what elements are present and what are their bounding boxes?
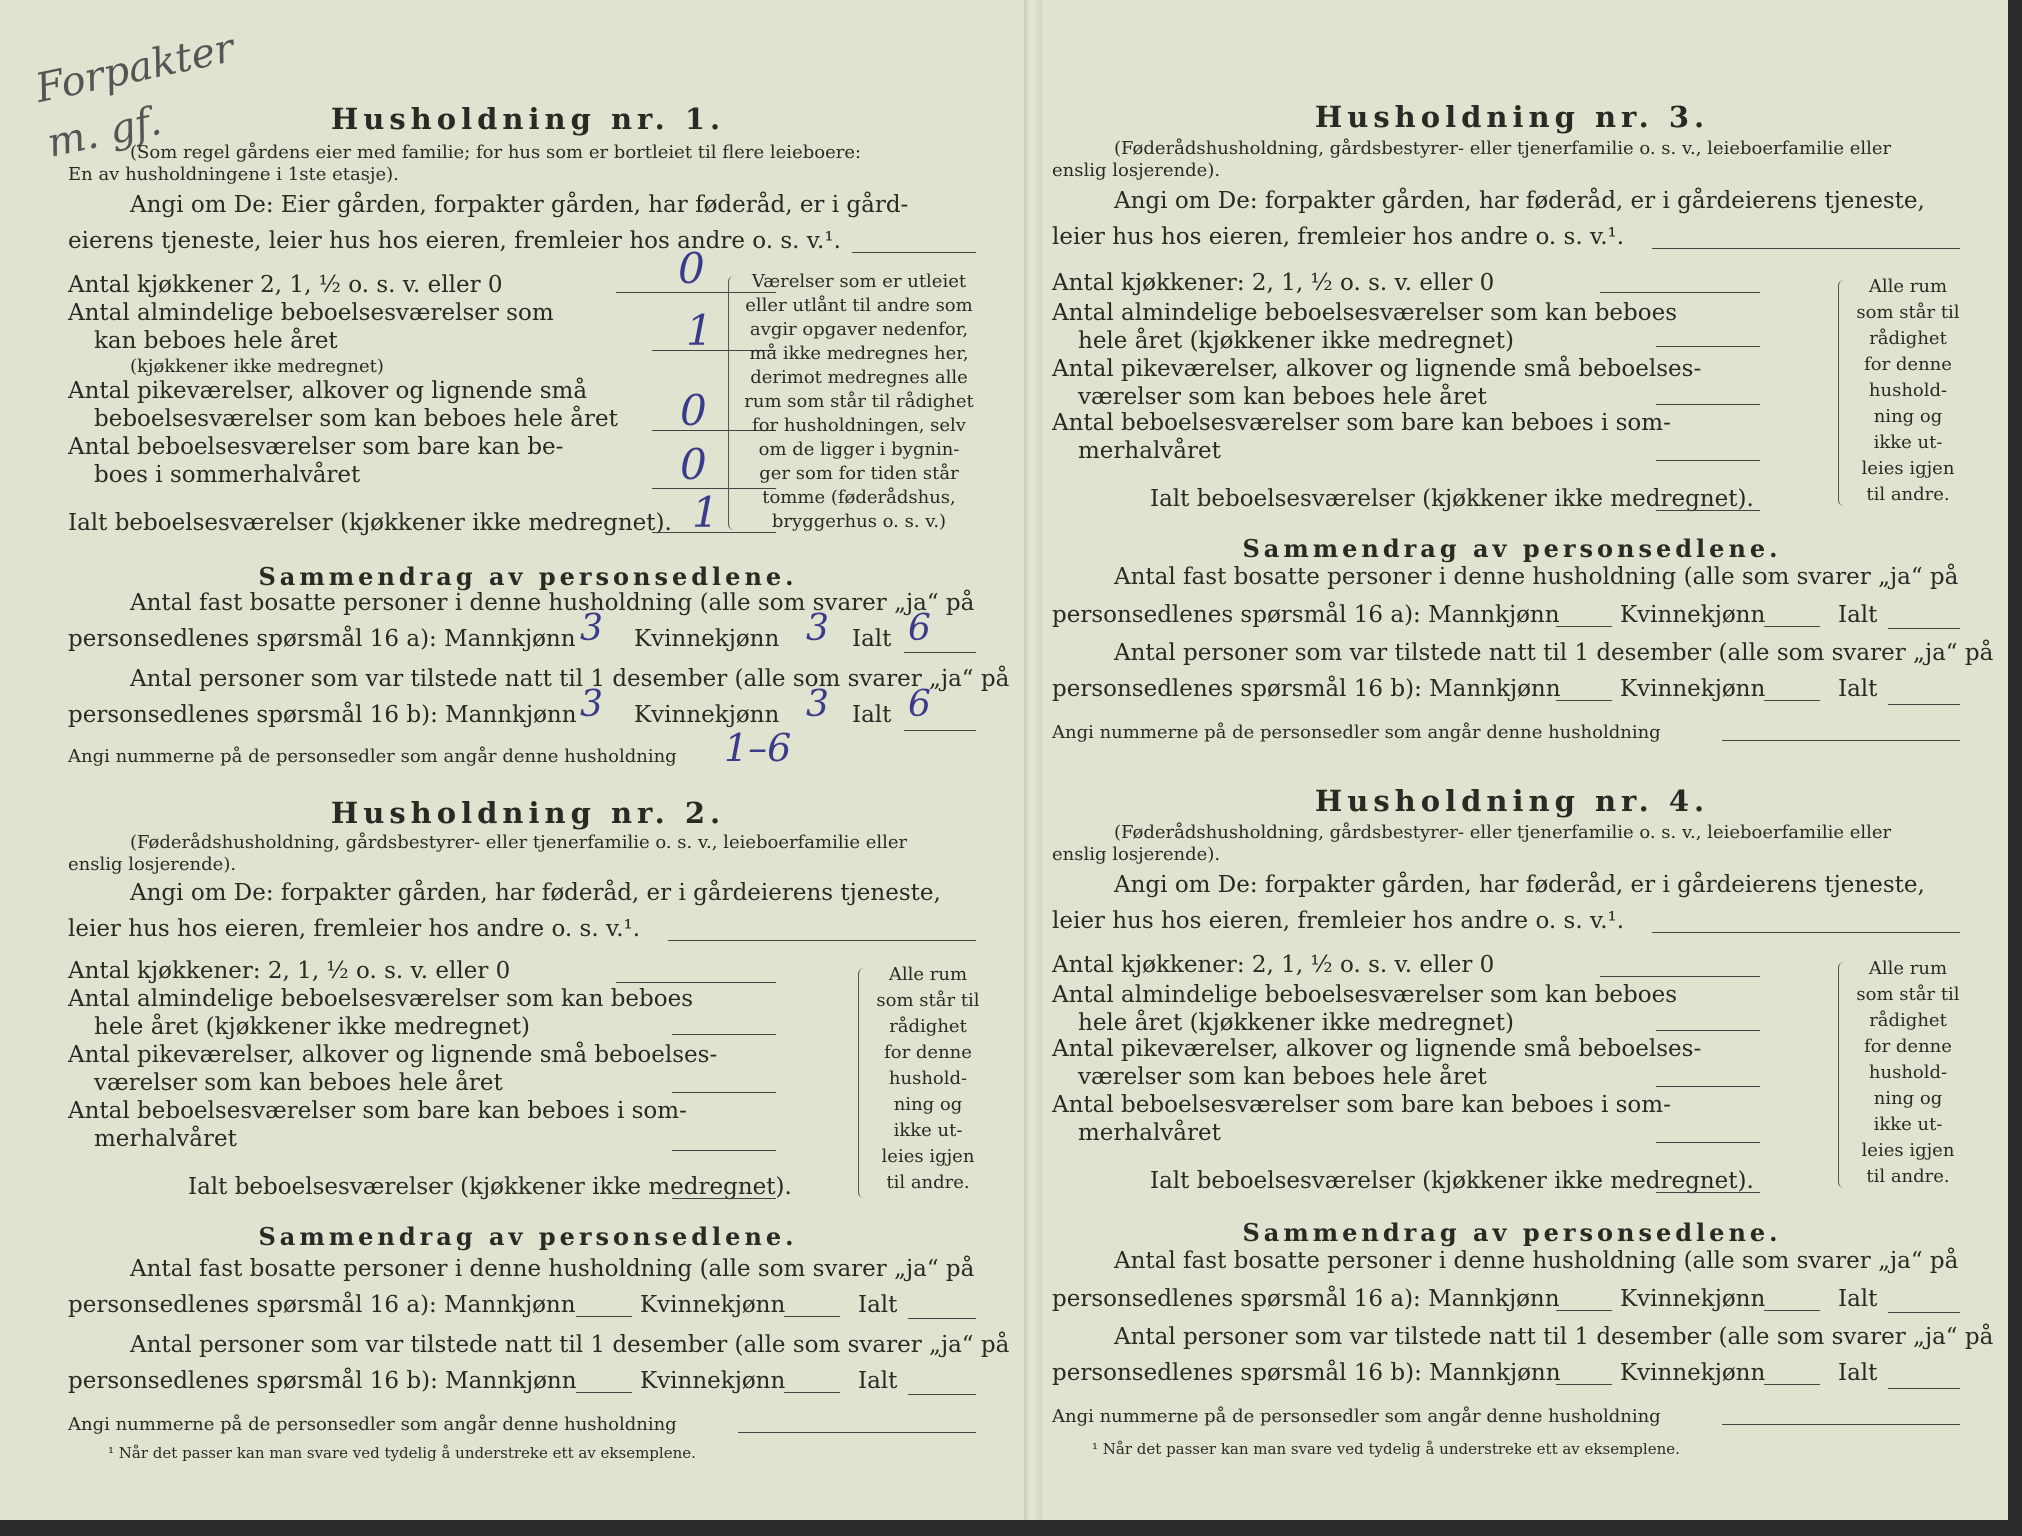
h1-side-note-line: bryggerhus o. s. v.)	[771, 511, 947, 532]
h3-side-note-line: for denne	[1864, 354, 1952, 375]
h3-summary-line-2: personsedlenes spørsmål 16 a): Mannkjønn	[1052, 602, 1560, 628]
h1-numbers-label: Angi nummerne på de personsedler som angår denne husholdning	[68, 746, 677, 767]
h4-footnote: ¹ Når det passer kan man svare ved tydelig å understreke ett av eksemplene.	[1092, 1440, 1680, 1458]
h4-kitchens-label: Antal kjøkkener: 2, 1, ½ o. s. v. eller 0	[1052, 952, 1495, 978]
h4-summary-line-2: personsedlenes spørsmål 16 a): Mannkjønn	[1052, 1286, 1560, 1312]
h1-summary-line-1: Antal fast bosatte personer i denne husholdning (alle som svarer „ja“ på	[130, 590, 975, 616]
h3-summary-line-4: personsedlenes spørsmål 16 b): Mannkjønn	[1052, 676, 1561, 702]
h1-side-note-line: derimot medregnes alle	[750, 367, 968, 388]
h4-side-note	[1848, 956, 1968, 1190]
h1-kitchens-value: 0	[678, 244, 705, 293]
h3-side-note	[1848, 274, 1968, 508]
h1-summer-value: 0	[680, 440, 707, 489]
h4-numbers-label: Angi nummerne på de personsedler som angår denne husholdning	[1052, 1406, 1661, 1427]
h3-summary-title: Sammendrag av personsedlene.	[1242, 534, 1782, 563]
h1-total-16a: 6	[908, 608, 931, 649]
h1-male-16b: 3	[580, 684, 603, 725]
h4-title: Husholdning nr. 4.	[1314, 784, 1710, 818]
h4-side-note-line: ning og	[1873, 1088, 1943, 1109]
h3-small-rooms-label-1: Antal pikeværelser, alkover og lignende små beboelses-	[1052, 356, 1702, 382]
h3-title: Husholdning nr. 3.	[1314, 100, 1710, 134]
h1-rooms-label-2: kan beboes hele året	[94, 328, 338, 354]
h2-summary-line-1: Antal fast bosatte personer i denne husholdning (alle som svarer „ja“ på	[130, 1256, 975, 1282]
h4-small-rooms-label-1: Antal pikeværelser, alkover og lignende små beboelses-	[1052, 1036, 1702, 1062]
h4-side-note-line: rådighet	[1869, 1010, 1947, 1031]
h3-rooms-label-2: hele året (kjøkkener ikke medregnet)	[1078, 328, 1514, 354]
h2-total-label-16b: Ialt	[858, 1368, 898, 1394]
h3-summer-label-1: Antal beboelsesværelser som bare kan beboes i som-	[1052, 410, 1671, 436]
h1-summer-label-2: boes i sommerhalvåret	[94, 462, 361, 488]
h2-small-rooms-label-2: værelser som kan beboes hele året	[94, 1070, 503, 1096]
h4-rooms-label-1: Antal almindelige beboelsesværelser som kan beboes	[1052, 982, 1678, 1008]
h1-male-16a: 3	[580, 608, 603, 649]
h1-note-1: (Som regel gårdens eier med familie; for hus som er bortleiet til flere leieboere:	[130, 142, 862, 163]
h3-total-label-16a: Ialt	[1838, 602, 1878, 628]
h3-rooms-label-1: Antal almindelige beboelsesværelser som kan beboes	[1052, 300, 1678, 326]
h4-total-label-16a: Ialt	[1838, 1286, 1878, 1312]
h4-summer-label-1: Antal beboelsesværelser som bare kan beboes i som-	[1052, 1092, 1671, 1118]
h4-side-note-line: til andre.	[1866, 1166, 1950, 1187]
h1-side-note-line: om de ligger i bygnin-	[758, 439, 960, 460]
h1-total-16b: 6	[908, 684, 931, 725]
h1-rooms-label-1: Antal almindelige beboelsesværelser som	[68, 300, 554, 326]
h3-side-note-line: ikke ut-	[1873, 432, 1943, 453]
h2-summary-title: Sammendrag av personsedlene.	[258, 1222, 798, 1251]
h1-rooms-value: 1	[686, 306, 713, 355]
h1-angi-1: Angi om De: Eier gården, forpakter gården, har føderåd, er i gård-	[130, 192, 909, 218]
h1-side-note-line: eller utlånt til andre som	[745, 295, 973, 316]
h2-side-note-line: Alle rum	[888, 964, 968, 985]
h1-side-note-line: for husholdningen, selv	[752, 415, 966, 436]
h1-total-rooms-value: 1	[692, 488, 719, 537]
h2-side-note-line: leies igjen	[881, 1146, 975, 1167]
h4-side-note-line: som står til	[1856, 984, 1960, 1005]
h3-kitchens-label: Antal kjøkkener: 2, 1, ½ o. s. v. eller 0	[1052, 270, 1495, 296]
h1-female-label-16a: Kvinnekjønn	[634, 626, 780, 652]
h1-summary-line-4: personsedlenes spørsmål 16 b): Mannkjønn	[68, 702, 577, 728]
h4-total-label-16b: Ialt	[1838, 1360, 1878, 1386]
h1-summary-line-3: Antal personer som var tilstede natt til 1 desember (alle som svarer „ja“ på	[130, 666, 1010, 692]
h2-total-rooms-label: Ialt beboelsesværelser (kjøkkener ikke medregnet).	[188, 1174, 792, 1200]
h1-total-label-16a: Ialt	[852, 626, 892, 652]
h1-side-note	[734, 270, 984, 534]
h1-note-2: En av husholdningene i 1ste etasje).	[68, 164, 399, 185]
h3-side-note-line: til andre.	[1866, 484, 1950, 505]
h2-female-label-16b: Kvinnekjønn	[640, 1368, 786, 1394]
h1-rooms-label-3: (kjøkkener ikke medregnet)	[130, 356, 384, 377]
h3-side-note-line: leies igjen	[1861, 458, 1955, 479]
h2-small-rooms-label-1: Antal pikeværelser, alkover og lignende små beboelses-	[68, 1042, 718, 1068]
h2-numbers-label: Angi nummerne på de personsedler som angår denne husholdning	[68, 1414, 677, 1435]
h2-rooms-label-1: Antal almindelige beboelsesværelser som kan beboes	[68, 986, 694, 1012]
h3-female-label-16a: Kvinnekjønn	[1620, 602, 1766, 628]
h4-female-label-16b: Kvinnekjønn	[1620, 1360, 1766, 1386]
h4-side-note-line: Alle rum	[1868, 958, 1948, 979]
h2-note-2: enslig losjerende).	[68, 854, 237, 875]
h3-note-2: enslig losjerende).	[1052, 160, 1221, 181]
h4-note-2: enslig losjerende).	[1052, 844, 1221, 865]
h1-summary-line-2: personsedlenes spørsmål 16 a): Mannkjønn	[68, 626, 576, 652]
h4-small-rooms-label-2: værelser som kan beboes hele året	[1078, 1064, 1487, 1090]
h2-side-note-line: ning og	[893, 1094, 963, 1115]
h1-small-rooms-label-1: Antal pikeværelser, alkover og lignende små	[68, 378, 588, 404]
h2-total-label-16a: Ialt	[858, 1292, 898, 1318]
h3-angi-2: leier hus hos eieren, fremleier hos andre o. s. v.¹.	[1052, 224, 1625, 250]
h4-side-note-line: leies igjen	[1861, 1140, 1955, 1161]
h2-female-label-16a: Kvinnekjønn	[640, 1292, 786, 1318]
h2-side-note-line: til andre.	[886, 1172, 970, 1193]
h2-angi-2: leier hus hos eieren, fremleier hos andre o. s. v.¹.	[68, 916, 641, 942]
h2-side-note-line: som står til	[876, 990, 980, 1011]
h3-small-rooms-label-2: værelser som kan beboes hele året	[1078, 384, 1487, 410]
h1-title: Husholdning nr. 1.	[330, 102, 726, 136]
h4-side-note-line: hushold-	[1868, 1062, 1948, 1083]
h3-summer-label-2: merhalvåret	[1078, 438, 1221, 464]
h4-total-rooms-label: Ialt beboelsesværelser (kjøkkener ikke medregnet).	[1150, 1168, 1754, 1194]
h1-female-16a: 3	[806, 608, 829, 649]
page-fold	[1024, 0, 1042, 1520]
h3-female-label-16b: Kvinnekjønn	[1620, 676, 1766, 702]
h4-summary-line-1: Antal fast bosatte personer i denne husholdning (alle som svarer „ja“ på	[1114, 1248, 1959, 1274]
h3-side-note-line: ning og	[1873, 406, 1943, 427]
h4-female-label-16a: Kvinnekjønn	[1620, 1286, 1766, 1312]
h3-numbers-label: Angi nummerne på de personsedler som angår denne husholdning	[1052, 722, 1661, 743]
h2-side-note-line: ikke ut-	[893, 1120, 963, 1141]
h3-total-rooms-label: Ialt beboelsesværelser (kjøkkener ikke medregnet).	[1150, 486, 1754, 512]
h1-side-note-line: tomme (føderådshus,	[762, 487, 956, 508]
h2-summary-line-4: personsedlenes spørsmål 16 b): Mannkjønn	[68, 1368, 577, 1394]
h4-summary-line-4: personsedlenes spørsmål 16 b): Mannkjønn	[1052, 1360, 1561, 1386]
h4-rooms-label-2: hele året (kjøkkener ikke medregnet)	[1078, 1010, 1514, 1036]
h1-female-16b: 3	[806, 684, 829, 725]
h2-kitchens-label: Antal kjøkkener: 2, 1, ½ o. s. v. eller 0	[68, 958, 511, 984]
h3-summary-line-3: Antal personer som var tilstede natt til 1 desember (alle som svarer „ja“ på	[1114, 640, 1994, 666]
h2-side-note	[868, 962, 988, 1196]
h1-side-note-line: rum som står til rådighet	[744, 391, 974, 412]
h3-side-note-line: som står til	[1856, 302, 1960, 323]
h4-angi-2: leier hus hos eieren, fremleier hos andre o. s. v.¹.	[1052, 908, 1625, 934]
margin-note-handwritten: Forpakter m. gf.	[31, 25, 239, 167]
h1-side-note-line: må ikke medregnes her,	[749, 343, 969, 364]
h2-side-note-line: for denne	[884, 1042, 972, 1063]
h1-side-note-line: Værelser som er utleiet	[751, 271, 967, 292]
h2-angi-1: Angi om De: forpakter gården, har føderåd, er i gårdeierens tjeneste,	[130, 880, 941, 906]
h1-female-label-16b: Kvinnekjønn	[634, 702, 780, 728]
h1-total-rooms-label: Ialt beboelsesværelser (kjøkkener ikke medregnet).	[68, 510, 672, 536]
h1-small-rooms-value: 0	[680, 386, 707, 435]
h2-summer-label-2: merhalvåret	[94, 1126, 237, 1152]
h2-side-note-line: rådighet	[889, 1016, 967, 1037]
h1-kitchens-label: Antal kjøkkener 2, 1, ½ o. s. v. eller 0	[68, 272, 503, 298]
h3-total-label-16b: Ialt	[1838, 676, 1878, 702]
h4-note-1: (Føderådshusholdning, gårdsbestyrer- eller tjenerfamilie o. s. v., leieboerfamilie eller	[1114, 822, 1892, 843]
h2-rooms-label-2: hele året (kjøkkener ikke medregnet)	[94, 1014, 530, 1040]
h3-angi-1: Angi om De: forpakter gården, har føderåd, er i gårdeierens tjeneste,	[1114, 188, 1925, 214]
h4-summary-title: Sammendrag av personsedlene.	[1242, 1218, 1782, 1247]
h3-side-note-line: hushold-	[1868, 380, 1948, 401]
h2-side-note-line: hushold-	[888, 1068, 968, 1089]
h4-angi-1: Angi om De: forpakter gården, har føderåd, er i gårdeierens tjeneste,	[1114, 872, 1925, 898]
h2-summary-line-3: Antal personer som var tilstede natt til 1 desember (alle som svarer „ja“ på	[130, 1332, 1010, 1358]
h2-summer-label-1: Antal beboelsesværelser som bare kan beboes i som-	[68, 1098, 687, 1124]
h2-note-1: (Føderådshusholdning, gårdsbestyrer- eller tjenerfamilie o. s. v., leieboerfamilie eller	[130, 832, 908, 853]
h1-angi-2: eierens tjeneste, leier hus hos eieren, fremleier hos andre o. s. v.¹.	[68, 228, 841, 254]
h1-total-label-16b: Ialt	[852, 702, 892, 728]
h1-side-note-line: ger som for tiden står	[759, 463, 959, 484]
h4-summer-label-2: merhalvåret	[1078, 1120, 1221, 1146]
h1-numbers-value: 1–6	[724, 726, 792, 770]
h4-summary-line-3: Antal personer som var tilstede natt til 1 desember (alle som svarer „ja“ på	[1114, 1324, 1994, 1350]
h3-side-note-line: Alle rum	[1868, 276, 1948, 297]
h3-side-note-line: rådighet	[1869, 328, 1947, 349]
h4-side-note-line: for denne	[1864, 1036, 1952, 1057]
h1-side-note-line: avgir opgaver nedenfor,	[749, 319, 969, 340]
h2-title: Husholdning nr. 2.	[330, 796, 726, 830]
h4-side-note-line: ikke ut-	[1873, 1114, 1943, 1135]
h1-small-rooms-label-2: beboelsesværelser som kan beboes hele året	[94, 406, 618, 432]
h1-summer-label-1: Antal beboelsesværelser som bare kan be-	[68, 434, 564, 460]
h1-summary-title: Sammendrag av personsedlene.	[258, 562, 798, 591]
h2-footnote: ¹ Når det passer kan man svare ved tydelig å understreke ett av eksemplene.	[108, 1444, 696, 1462]
h2-summary-line-2: personsedlenes spørsmål 16 a): Mannkjønn	[68, 1292, 576, 1318]
h3-summary-line-1: Antal fast bosatte personer i denne husholdning (alle som svarer „ja“ på	[1114, 564, 1959, 590]
h3-note-1: (Føderådshusholdning, gårdsbestyrer- eller tjenerfamilie o. s. v., leieboerfamilie eller	[1114, 138, 1892, 159]
